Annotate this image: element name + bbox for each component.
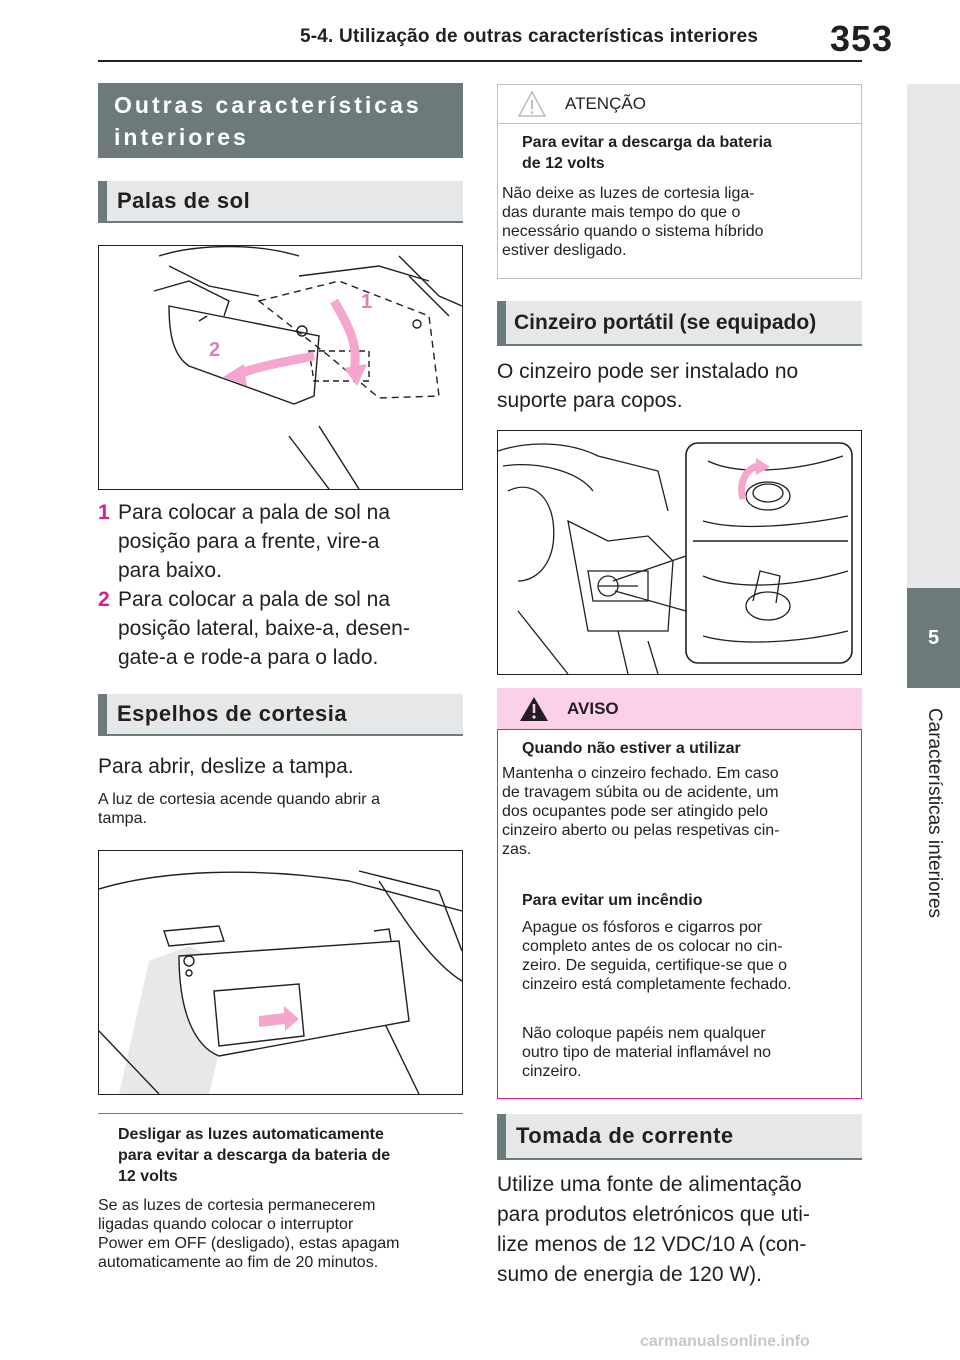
warning-line: Apague os fósforos e cigarros por — [522, 919, 763, 936]
sun-visor-drawing — [99, 246, 462, 489]
vanity-intro: Para abrir, deslize a tampa. — [98, 755, 354, 778]
warning-item2-title: Para evitar um incêndio — [522, 892, 703, 909]
warning-line: completo antes de os colocar no cin- — [522, 938, 783, 955]
main-title-line-1: Outras características — [114, 92, 422, 118]
hint-title-line: Desligar as luzes automaticamente — [118, 1126, 384, 1143]
note-line: A luz de cortesia acende quando abrir a — [98, 791, 380, 808]
warning-label: AVISO — [567, 699, 619, 718]
warning-line: zas. — [502, 841, 532, 858]
ashtray-drawing — [498, 431, 861, 674]
side-tab-chapter-title: Características interiores — [923, 707, 945, 919]
warning-triangle-icon — [519, 696, 549, 722]
ashtray-body-line: O cinzeiro pode ser instalado no — [497, 360, 799, 383]
main-title — [98, 83, 463, 158]
attention-title — [522, 132, 857, 174]
header-rule — [98, 60, 862, 62]
step-number: 2 — [98, 588, 110, 611]
warning-line: Mantenha o cinzeiro fechado. Em caso — [502, 765, 779, 782]
hint-title-line: 12 volts — [118, 1168, 178, 1185]
sun-visor-step-2 — [98, 585, 463, 669]
sun-visor-illustration — [98, 245, 463, 490]
page-number: 353 — [830, 18, 894, 59]
attention-body-line: das durante mais tempo do que o — [502, 204, 741, 221]
header-section-title: 5-4. Utilização de outras características interiores — [300, 26, 759, 47]
warning-line: outro tipo de material inflamável no — [522, 1044, 772, 1061]
power-body-line: sumo de energia de 120 W). — [497, 1263, 762, 1286]
step-line: posição para a frente, vire-a — [118, 530, 380, 553]
power-body-line: para produtos eletrónicos que uti- — [497, 1203, 810, 1226]
power-outlet-heading: Tomada de corrente — [497, 1114, 862, 1160]
vanity-mirror-illustration — [98, 850, 463, 1095]
attention-body-line: Não deixe as luzes de cortesia liga- — [502, 185, 755, 202]
side-tab-chapter-number: 5 — [907, 588, 960, 688]
hint-body-line: automaticamente ao fim de 20 minutos. — [98, 1254, 379, 1271]
warning-line: de travagem súbita ou de acidente, um — [502, 784, 779, 801]
footer-watermark: carmanualsonline.info — [640, 1333, 810, 1350]
step-line: posição lateral, baixe-a, desen- — [118, 617, 410, 640]
sun-visor-step-1 — [98, 498, 463, 582]
side-tab-chapter-title-box — [907, 688, 960, 938]
warning-item2-body — [522, 918, 862, 994]
vanity-mirror-drawing — [99, 851, 462, 1094]
vanity-note — [98, 790, 463, 828]
attention-body-line: estiver desligado. — [502, 242, 627, 259]
step-number: 1 — [98, 501, 110, 524]
note-line: tampa. — [98, 810, 147, 827]
warning-line: dos ocupantes pode ser atingido pelo — [502, 803, 768, 820]
vanity-mirrors-heading: Espelhos de cortesia — [98, 694, 463, 736]
power-outlet-body — [497, 1170, 862, 1290]
warning-line: cinzeiro. — [522, 1063, 582, 1080]
hint-title-line: para evitar a descarga da bateria de — [118, 1147, 391, 1164]
step-line: Para colocar a pala de sol na — [118, 501, 391, 524]
hint-rule — [98, 1113, 463, 1114]
warning-item1-title: Quando não estiver a utilizar — [522, 740, 741, 757]
vanity-hint-body — [98, 1196, 468, 1272]
warning-line: Não coloque papéis nem qualquer — [522, 1025, 766, 1042]
step-line: Para colocar a pala de sol na — [118, 588, 391, 611]
power-body-line: Utilize uma fonte de alimentação — [497, 1173, 802, 1196]
step-line: para baixo. — [118, 559, 222, 582]
warning-header — [497, 688, 862, 730]
hint-body-line: Power em OFF (desligado), estas apagam — [98, 1235, 400, 1252]
figure-label-1: 1 — [361, 291, 373, 313]
ashtray-body-line: suporte para copos. — [497, 389, 683, 412]
warning-line: cinzeiro aberto ou pelas respetivas cin- — [502, 822, 780, 839]
caution-triangle-icon — [517, 90, 547, 118]
warning-item1-body — [502, 764, 857, 859]
vanity-hint-title — [118, 1124, 463, 1187]
ashtray-illustration — [497, 430, 862, 675]
step-line: gate-a e rode-a para o lado. — [118, 646, 379, 669]
main-title-line-2: interiores — [114, 124, 249, 150]
warning-item3-body — [522, 1024, 857, 1081]
warning-line: cinzeiro está completamente fechado. — [522, 976, 792, 993]
power-body-line: lize menos de 12 VDC/10 A (con- — [497, 1233, 807, 1256]
attention-title-line: Para evitar a descarga da bateria — [522, 134, 772, 151]
ashtray-heading: Cinzeiro portátil (se equipado) — [497, 301, 862, 346]
ashtray-body — [497, 357, 862, 415]
hint-body-line: ligadas quando colocar o interruptor — [98, 1216, 354, 1233]
hint-body-line: Se as luzes de cortesia permanecerem — [98, 1197, 376, 1214]
attention-body-line: necessário quando o sistema híbrido — [502, 223, 764, 240]
attention-header — [497, 84, 862, 124]
attention-body — [502, 184, 857, 260]
sun-visors-heading: Palas de sol — [98, 181, 463, 223]
figure-label-2: 2 — [209, 339, 221, 361]
warning-line: zeiro. De seguida, certifique-se que o — [522, 957, 788, 974]
attention-title-line: de 12 volts — [522, 155, 605, 172]
attention-label: ATENÇÃO — [565, 94, 646, 113]
side-tab-background — [907, 84, 960, 588]
